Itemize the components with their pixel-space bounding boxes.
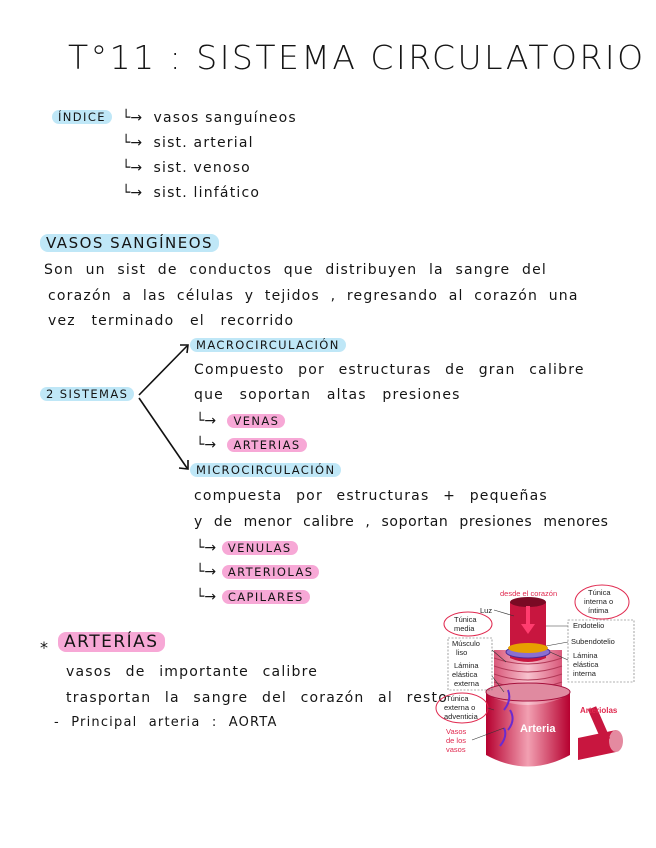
label-luz: Luz — [480, 606, 493, 615]
vasos-line-2: corazón a las células y tejidos , regresando al corazón una — [48, 288, 579, 304]
macro-line-1: Compuesto por estructuras de gran calibre — [194, 362, 585, 378]
label-vasos-3: vasos — [446, 745, 466, 754]
macro-item-1: └→ VENAS — [196, 413, 285, 429]
label-vasos-1: Vasos — [446, 727, 467, 736]
label-lamina-ext-2: elástica — [452, 670, 478, 679]
arrow-icon: └→ — [196, 413, 217, 429]
arrow-icon: └→ — [122, 110, 143, 126]
label-musculo-1: Músculo — [452, 639, 480, 648]
label-arteriolas: Arteriolas — [580, 706, 618, 715]
micro-item-3: └→ CAPILARES — [196, 589, 310, 605]
label-subendotelio: Subendotelio — [571, 637, 615, 646]
label-tunica-ext-3: adventicia — [444, 712, 478, 721]
arrow-icon: └→ — [196, 564, 217, 580]
arterias-line-3: - Principal arteria : AORTA — [54, 715, 278, 730]
label-tunica-media-1: Túnica — [454, 615, 477, 624]
index-item-2: └→ sist. arterial — [122, 135, 254, 151]
artery-diagram — [428, 580, 650, 780]
index-item-3: └→ sist. venoso — [122, 160, 251, 176]
arterias-line-1: vasos de importante calibre — [66, 664, 319, 680]
index-item-4: └→ sist. linfático — [122, 185, 261, 201]
label-lamina-int-2: elástica — [573, 660, 599, 669]
bullet-star: * — [40, 638, 50, 657]
vasos-heading: VASOS SANGÍNEOS — [40, 234, 219, 252]
label-lamina-int-1: Lámina — [573, 651, 598, 660]
arrow-icon: └→ — [196, 437, 217, 453]
label-tunica-int-2: interna o — [584, 597, 614, 606]
vasos-line-1: Son un sist de conductos que distribuyen la sangre del — [44, 262, 547, 278]
micro-item-2: └→ ARTERIOLAS — [196, 564, 319, 580]
arterias-heading: ARTERÍAS — [58, 632, 165, 652]
arrow-icon: └→ — [122, 135, 143, 151]
label-desde: desde el corazón — [500, 589, 558, 598]
label-tunica-media-2: media — [454, 624, 475, 633]
vasos-line-3: vez terminado el recorrido — [48, 313, 295, 329]
sistemas-label: 2 SISTEMAS — [40, 387, 134, 401]
arrow-icon: └→ — [196, 540, 217, 556]
label-vasos-2: de los — [446, 736, 467, 745]
label-tunica-int-1: Túnica — [588, 588, 611, 597]
micro-line-1: compuesta por estructuras + pequeñas — [194, 488, 548, 504]
macro-line-2: que soportan altas presiones — [194, 387, 461, 403]
arrow-icon: └→ — [122, 160, 143, 176]
index-item-1: └→ vasos sanguíneos — [122, 110, 297, 126]
micro-item-1: └→ VENULAS — [196, 540, 298, 556]
arrow-icon: └→ — [122, 185, 143, 201]
label-endotelio: Endotelio — [573, 621, 605, 630]
label-lamina-ext-3: externa — [454, 679, 480, 688]
macro-item-2: └→ ARTERIAS — [196, 437, 307, 453]
label-lamina-int-3: interna — [573, 669, 596, 678]
branch-arrows — [135, 340, 195, 475]
label-lamina-ext-1: Lámina — [454, 661, 479, 670]
label-tunica-ext-2: externa o — [444, 703, 476, 712]
micro-label: MICROCIRCULACIÓN — [190, 463, 341, 477]
page-title: T°11 : SISTEMA CIRCULATORIO — [68, 38, 646, 77]
label-musculo-2: liso — [456, 648, 468, 657]
macro-label: MACROCIRCULACIÓN — [190, 338, 346, 352]
label-tunica-int-3: íntima — [588, 606, 609, 615]
arrow-icon: └→ — [196, 589, 217, 605]
label-tunica-ext-1: Túnica — [446, 694, 469, 703]
label-arteria: Arteria — [520, 723, 556, 735]
index-label: ÍNDICE — [52, 110, 112, 124]
micro-line-2: y de menor calibre , soportan presiones menores — [194, 514, 609, 530]
arterias-line-2: trasportan la sangre del corazón al resto — [66, 690, 448, 706]
